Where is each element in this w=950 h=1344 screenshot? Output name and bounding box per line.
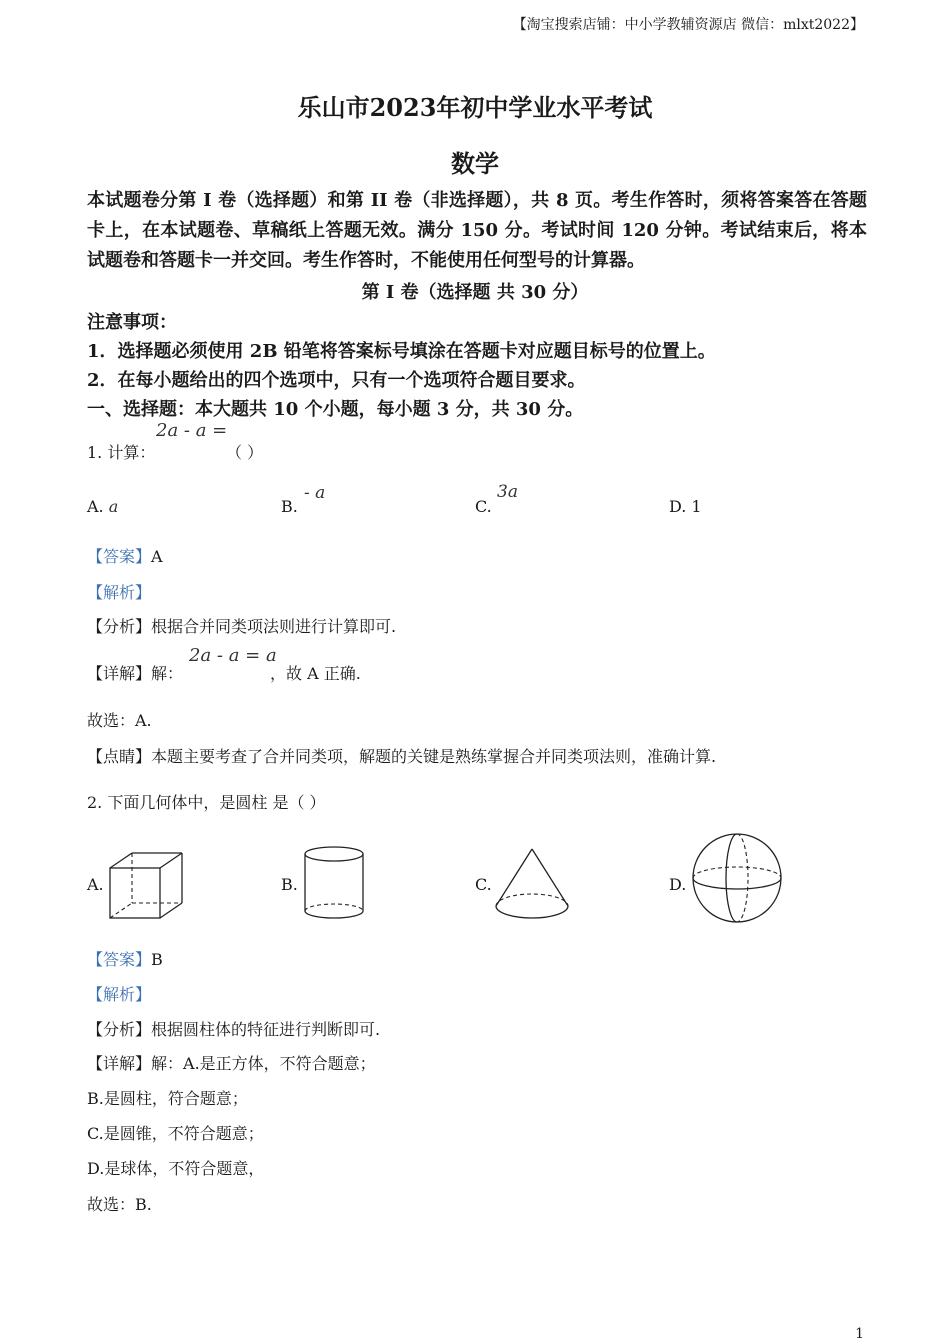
q2-detail-text: 解：A.是正方体，不符合题意； [151, 1054, 376, 1073]
q1-fenxi [87, 614, 396, 637]
q2-answer-value: B [151, 950, 163, 969]
q2-line-b: B.是圆柱，符合题意； [87, 1089, 248, 1108]
q2-choose: 故选：B. [87, 1195, 152, 1214]
q2-option-b-label: B. [281, 875, 298, 894]
q2-fenxi-text: 根据圆柱体的特征进行判断即可. [151, 1020, 381, 1039]
q1-dianjing-tag: 【点睛】 [87, 747, 152, 766]
q2-option-c-label: C. [475, 875, 492, 894]
exam-title: 乐山市2023年初中学业水平考试 [297, 93, 653, 122]
q1-expression: 2a - a = [156, 420, 228, 441]
q1-blank: （ ） [226, 443, 264, 462]
q2-fenxi-tag: 【分析】 [87, 1020, 152, 1039]
q1-fenxi-text: 根据合并同类项法则进行计算即可. [151, 617, 397, 636]
q1-dianjing [87, 744, 716, 767]
q1-analysis-tag: 【解析】 [87, 583, 152, 602]
q2-answer-tag: 【答案】 [87, 950, 152, 969]
q1-detail-tag: 【详解】 [87, 664, 152, 683]
q1-dianjing-text: 本题主要考查了合并同类项，解题的关键是熟练掌握合并同类项法则，准确计算. [151, 747, 717, 766]
q2-analysis-tag: 【解析】 [87, 985, 152, 1004]
page-number: 1 [855, 1326, 864, 1342]
q1-option-a [87, 497, 118, 516]
q1-fenxi-tag: 【分析】 [87, 617, 152, 636]
q1-option-a-value: a [108, 497, 119, 516]
q1-detail-expression: 2a - a = a [189, 645, 277, 666]
header-watermark: 【淘宝搜索店铺：中小学教辅资源店 微信：mlxt2022】 [512, 17, 864, 33]
q1-answer-value: A [151, 547, 163, 566]
q2-line-c: C.是圆锥，不符合题意； [87, 1124, 264, 1143]
q2-option-d-label: D. [669, 875, 687, 894]
q2-detail-tag: 【详解】 [87, 1054, 152, 1073]
exam-intro: 本试题卷分第 I 卷（选择题）和第 II 卷（非选择题），共 8 页。考生作答时，须将答案答在答题卡上，在本试题卷、草稿纸上答题无效。满分 150 分。考试时间 120 分钟。考试结束后，将本试题卷和答题卡一并交回。考生作答时，不能使用任何型号的计算器。 [87, 190, 867, 271]
q2-answer [87, 947, 163, 970]
subject-title: 数学 [451, 149, 499, 178]
q1-option-b-label: B. [281, 497, 298, 516]
q1-stem: 1. 计算： [87, 443, 156, 462]
q1-detail [87, 661, 183, 684]
section-title: 第 I 卷（选择题 共 30 分） [361, 282, 589, 303]
q1-detail-prefix: 解： [151, 664, 184, 683]
cone-figure [492, 846, 574, 924]
q2-option-a-label: A. [87, 875, 104, 894]
q1-detail-suffix: ，故 A 正确. [270, 664, 361, 683]
q1-option-a-label: A. [87, 497, 104, 516]
q2-detail [87, 1051, 376, 1074]
q2-stem: 2. 下面几何体中，是圆柱 是（ ） [87, 793, 326, 812]
q1-answer-tag: 【答案】 [87, 547, 152, 566]
note-1: 1．选择题必须使用 2B 铅笔将答案标号填涂在答题卡对应题目标号的位置上。 [87, 341, 716, 362]
sphere-figure [688, 830, 786, 928]
q2-fenxi [87, 1017, 380, 1040]
notes-title: 注意事项： [87, 312, 177, 333]
part1-title: 一、选择题：本大题共 10 个小题，每小题 3 分，共 30 分。 [87, 399, 584, 420]
cube-figure [106, 848, 186, 924]
q1-option-b-value: - a [304, 483, 326, 503]
q1-option-d: D. 1 [669, 497, 702, 516]
q2-line-d: D.是球体，不符合题意， [87, 1159, 265, 1178]
q1-answer [87, 544, 163, 567]
note-2: 2．在每小题给出的四个选项中，只有一个选项符合题目要求。 [87, 370, 586, 391]
q1-option-c-value: 3a [497, 482, 518, 502]
q1-choose: 故选：A. [87, 711, 152, 730]
q1-option-c-label: C. [475, 497, 492, 516]
cylinder-figure [300, 842, 370, 924]
